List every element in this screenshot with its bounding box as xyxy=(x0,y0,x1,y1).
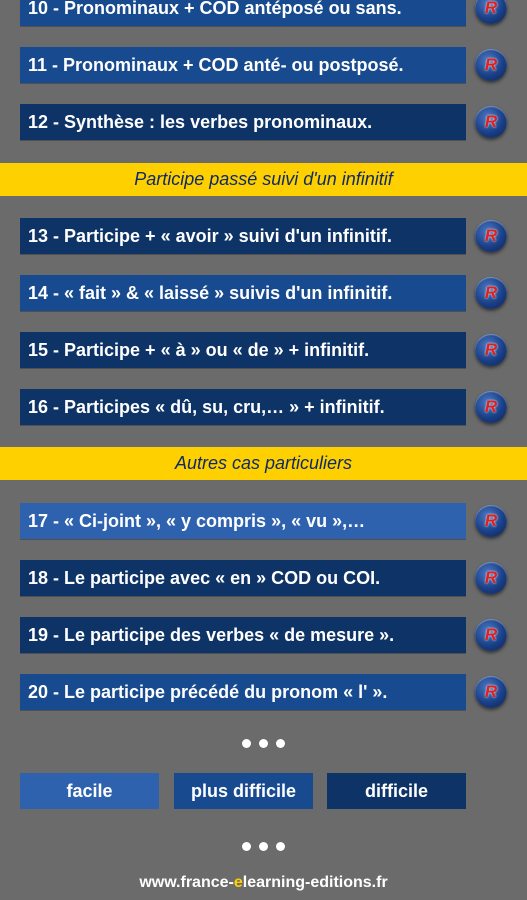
play-glyph: R xyxy=(484,568,498,587)
play-circle-icon[interactable] xyxy=(475,277,507,309)
play-glyph: R xyxy=(484,112,498,131)
exercise-row xyxy=(0,0,527,26)
exercise-row xyxy=(0,617,527,653)
play-circle-icon[interactable] xyxy=(475,106,507,138)
play-circle-icon[interactable] xyxy=(475,619,507,651)
ellipsis-dots-icon xyxy=(0,838,527,856)
exercise-row xyxy=(0,104,527,140)
ellipsis-dots-icon xyxy=(0,735,527,753)
section-header-autres: Autres cas particuliers xyxy=(0,447,527,480)
legend-difficile: difficile xyxy=(327,773,466,809)
exercise-link-10[interactable]: 10 - Pronominaux + COD antéposé ou sans. xyxy=(20,0,466,26)
website-text-start: www.france- xyxy=(139,874,234,891)
play-glyph: R xyxy=(484,283,498,302)
play-glyph: R xyxy=(484,0,498,17)
legend-plus-difficile: plus difficile xyxy=(174,773,313,809)
exercise-link-18[interactable]: 18 - Le participe avec « en » COD ou COI. xyxy=(20,560,466,596)
exercise-link-16[interactable]: 16 - Participes « dû, su, cru,… » + infinitif. xyxy=(20,389,466,425)
exercise-link-12[interactable]: 12 - Synthèse : les verbes pronominaux. xyxy=(20,104,466,140)
play-circle-icon[interactable] xyxy=(475,334,507,366)
exercise-row xyxy=(0,560,527,596)
exercise-row xyxy=(0,674,527,710)
exercise-link-11[interactable]: 11 - Pronominaux + COD anté- ou postposé. xyxy=(20,47,466,83)
play-circle-icon[interactable] xyxy=(475,505,507,537)
play-circle-icon[interactable] xyxy=(475,0,507,24)
exercise-link-17[interactable]: 17 - « Ci-joint », « y compris », « vu »,… xyxy=(20,503,466,539)
play-circle-icon[interactable] xyxy=(475,391,507,423)
exercise-link-14[interactable]: 14 - « fait » & « laissé » suivis d'un infinitif. xyxy=(20,275,466,311)
exercise-link-15[interactable]: 15 - Participe + « à » ou « de » + infinitif. xyxy=(20,332,466,368)
exercise-row xyxy=(0,503,527,539)
play-glyph: R xyxy=(484,55,498,74)
website-text-accent: e xyxy=(233,874,243,891)
exercise-row xyxy=(0,332,527,368)
play-glyph: R xyxy=(484,397,498,416)
play-glyph: R xyxy=(484,625,498,644)
play-circle-icon[interactable] xyxy=(475,562,507,594)
play-glyph: R xyxy=(484,511,498,530)
website-text-end: learning-editions.fr xyxy=(242,874,388,891)
play-circle-icon[interactable] xyxy=(475,676,507,708)
play-glyph: R xyxy=(484,226,498,245)
exercise-row xyxy=(0,389,527,425)
exercise-link-19[interactable]: 19 - Le participe des verbes « de mesure ». xyxy=(20,617,466,653)
play-circle-icon[interactable] xyxy=(475,220,507,252)
legend-facile: facile xyxy=(20,773,159,809)
exercise-link-13[interactable]: 13 - Participe + « avoir » suivi d'un infinitif. xyxy=(20,218,466,254)
play-glyph: R xyxy=(484,340,498,359)
exercise-row xyxy=(0,218,527,254)
play-glyph: R xyxy=(484,682,498,701)
play-circle-icon[interactable] xyxy=(475,49,507,81)
exercise-row xyxy=(0,47,527,83)
exercise-row xyxy=(0,275,527,311)
exercise-link-20[interactable]: 20 - Le participe précédé du pronom « l' ». xyxy=(20,674,466,710)
website-link[interactable] xyxy=(0,874,527,892)
section-header-infinitif: Participe passé suivi d'un infinitif xyxy=(0,163,527,196)
